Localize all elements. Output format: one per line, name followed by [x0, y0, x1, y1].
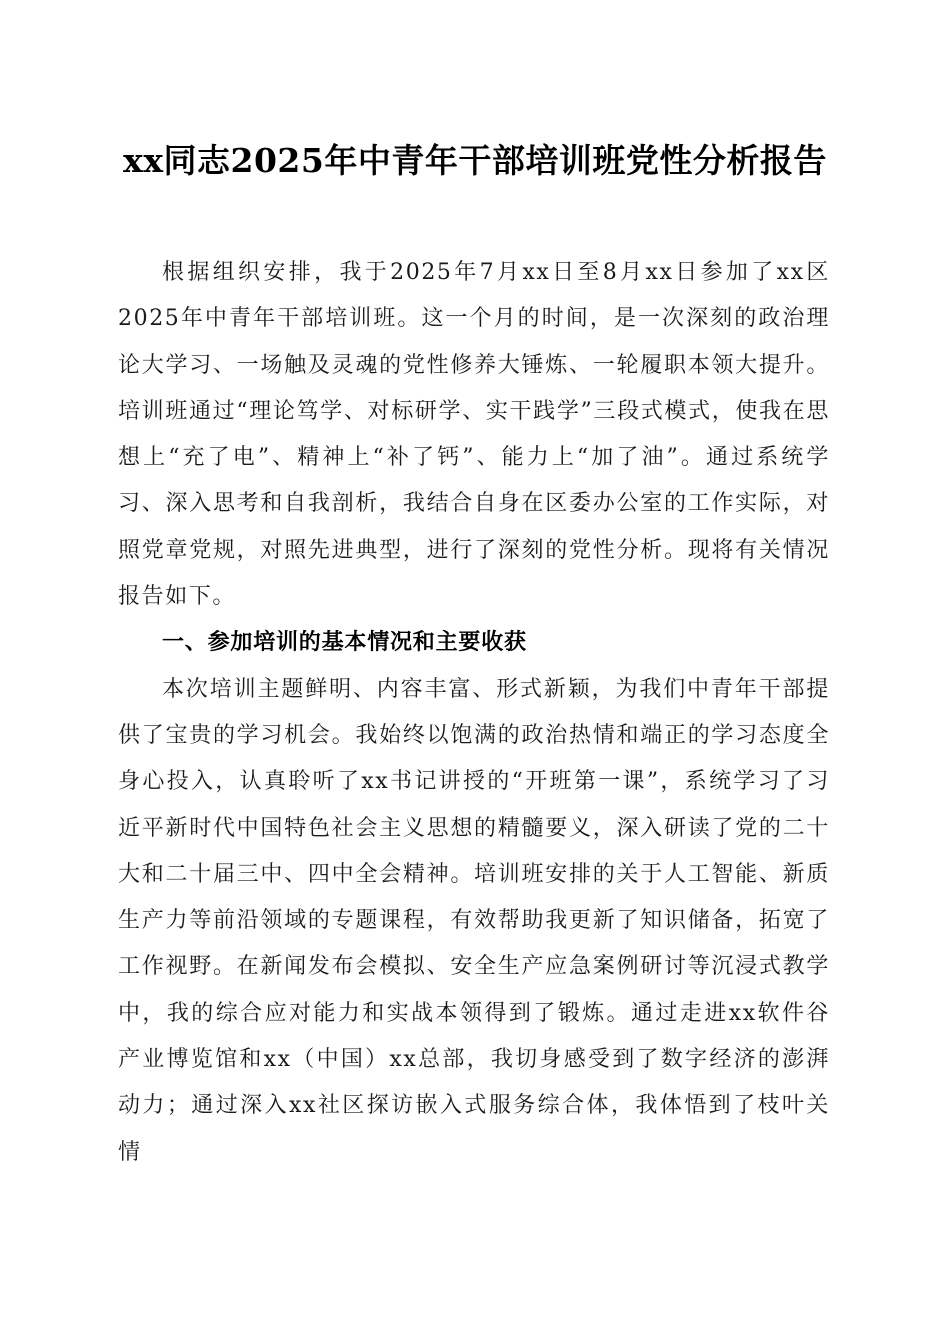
- section-heading: 一、参加培训的基本情况和主要收获: [162, 630, 527, 656]
- document-body: [118, 250, 830, 1176]
- intro-paragraph: 根据组织安排，我于2025年7月xx日至8月xx日参加了xx区2025年中青年干部培训班。这一个月的时间，是一次深刻的政治理论大学习、一场触及灵魂的党性修养大锤炼、一轮履职本领大提升。培训班通过“理论笃学、对标研学、实干践学”三段式模式，使我在思想上“充了电”、精神上“补了钙”、能力上“加了油”。通过系统学习、深入思考和自我剖析，我结合自身在区委办公室的工作实际，对照党章党规，对照先进典型，进行了深刻的党性分析。现将有关情况报告如下。: [118, 260, 830, 610]
- document-title: xx同志2025年中青年干部培训班党性分析报告: [123, 141, 827, 180]
- section-paragraph: 本次培训主题鲜明、内容丰富、形式新颖，为我们中青年干部提供了宝贵的学习机会。我始终以饱满的政治热情和端正的学习态度全身心投入，认真聆听了xx书记讲授的“开班第一课”，系统学习了习近平新时代中国特色社会主义思想的精髓要义，深入研读了党的二十大和二十届三中、四中全会精神。培训班安排的关于人工智能、新质生产力等前沿领域的专题课程，有效帮助我更新了知识储备，拓宽了工作视野。在新闻发布会模拟、安全生产应急案例研讨等沉浸式教学中，我的综合应对能力和实战本领得到了锻炼。通过走进xx软件谷产业博览馆和xx（中国）xx总部，我切身感受到了数字经济的澎湃动力；通过深入xx社区探访嵌入式服务综合体，我体悟到了枝叶关情: [118, 676, 830, 1165]
